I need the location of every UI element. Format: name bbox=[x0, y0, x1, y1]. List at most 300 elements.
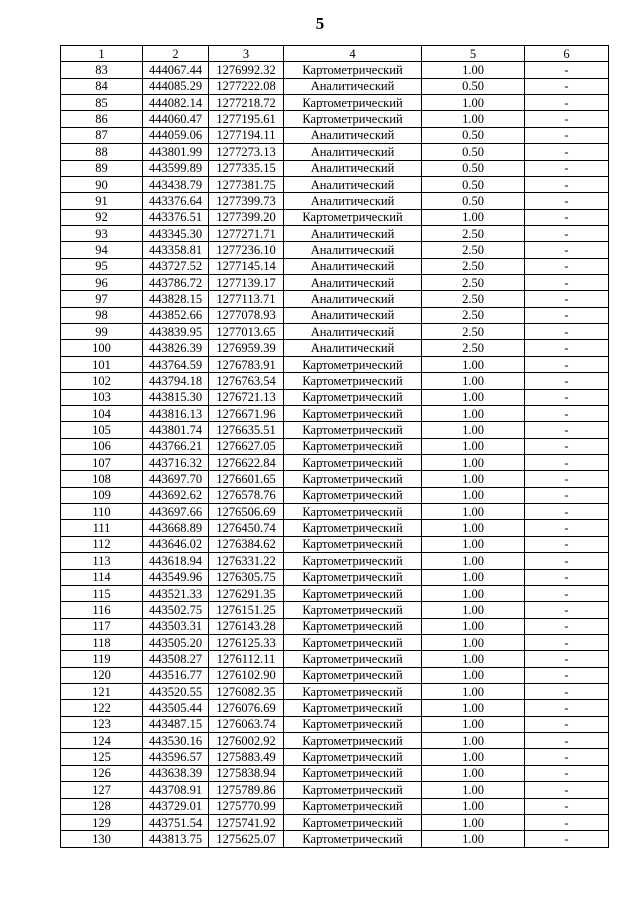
table-row bbox=[61, 373, 609, 389]
note-cell: - bbox=[525, 454, 609, 470]
note-cell: - bbox=[525, 275, 609, 291]
point-number-cell: 126 bbox=[61, 765, 143, 781]
x-coordinate-cell: 443697.70 bbox=[143, 471, 209, 487]
table-row bbox=[61, 95, 609, 111]
table-row bbox=[61, 127, 609, 143]
x-coordinate-cell: 443786.72 bbox=[143, 275, 209, 291]
y-coordinate-cell: 1277145.14 bbox=[209, 258, 284, 274]
x-coordinate-cell: 443487.15 bbox=[143, 716, 209, 732]
y-coordinate-cell: 1275741.92 bbox=[209, 814, 284, 830]
x-coordinate-cell: 443530.16 bbox=[143, 733, 209, 749]
header-cell-6: 6 bbox=[525, 46, 609, 62]
accuracy-cell: 2.50 bbox=[422, 275, 525, 291]
table-row bbox=[61, 585, 609, 601]
point-number-cell: 125 bbox=[61, 749, 143, 765]
accuracy-cell: 0.50 bbox=[422, 78, 525, 94]
x-coordinate-cell: 443596.57 bbox=[143, 749, 209, 765]
table-body bbox=[61, 46, 609, 848]
table-row bbox=[61, 700, 609, 716]
note-cell: - bbox=[525, 356, 609, 372]
x-coordinate-cell: 443668.89 bbox=[143, 520, 209, 536]
note-cell: - bbox=[525, 667, 609, 683]
header-cell-4: 4 bbox=[284, 46, 422, 62]
table-row bbox=[61, 144, 609, 160]
y-coordinate-cell: 1277273.13 bbox=[209, 144, 284, 160]
accuracy-cell: 1.00 bbox=[422, 782, 525, 798]
point-number-cell: 120 bbox=[61, 667, 143, 683]
note-cell: - bbox=[525, 209, 609, 225]
note-cell: - bbox=[525, 62, 609, 78]
y-coordinate-cell: 1276125.33 bbox=[209, 634, 284, 650]
table-row bbox=[61, 454, 609, 470]
y-coordinate-cell: 1276450.74 bbox=[209, 520, 284, 536]
accuracy-cell: 1.00 bbox=[422, 700, 525, 716]
x-coordinate-cell: 443358.81 bbox=[143, 242, 209, 258]
table-row bbox=[61, 798, 609, 814]
method-cell: Картометрический bbox=[284, 536, 422, 552]
accuracy-cell: 1.00 bbox=[422, 634, 525, 650]
method-cell: Аналитический bbox=[284, 307, 422, 323]
method-cell: Картометрический bbox=[284, 782, 422, 798]
x-coordinate-cell: 443520.55 bbox=[143, 684, 209, 700]
point-number-cell: 92 bbox=[61, 209, 143, 225]
accuracy-cell: 1.00 bbox=[422, 569, 525, 585]
header-cell-3: 3 bbox=[209, 46, 284, 62]
method-cell: Картометрический bbox=[284, 667, 422, 683]
table-row bbox=[61, 307, 609, 323]
point-number-cell: 93 bbox=[61, 225, 143, 241]
y-coordinate-cell: 1276627.05 bbox=[209, 438, 284, 454]
x-coordinate-cell: 443801.99 bbox=[143, 144, 209, 160]
y-coordinate-cell: 1277078.93 bbox=[209, 307, 284, 323]
y-coordinate-cell: 1276635.51 bbox=[209, 422, 284, 438]
header-cell-2: 2 bbox=[143, 46, 209, 62]
x-coordinate-cell: 444082.14 bbox=[143, 95, 209, 111]
point-number-cell: 97 bbox=[61, 291, 143, 307]
table-row bbox=[61, 684, 609, 700]
accuracy-cell: 1.00 bbox=[422, 504, 525, 520]
point-number-cell: 85 bbox=[61, 95, 143, 111]
x-coordinate-cell: 443618.94 bbox=[143, 553, 209, 569]
accuracy-cell: 2.50 bbox=[422, 225, 525, 241]
accuracy-cell: 1.00 bbox=[422, 405, 525, 421]
header-cell-5: 5 bbox=[422, 46, 525, 62]
y-coordinate-cell: 1276063.74 bbox=[209, 716, 284, 732]
y-coordinate-cell: 1276601.65 bbox=[209, 471, 284, 487]
accuracy-cell: 1.00 bbox=[422, 520, 525, 536]
accuracy-cell: 1.00 bbox=[422, 209, 525, 225]
y-coordinate-cell: 1277139.17 bbox=[209, 275, 284, 291]
note-cell: - bbox=[525, 782, 609, 798]
accuracy-cell: 1.00 bbox=[422, 356, 525, 372]
table-row bbox=[61, 487, 609, 503]
table-row bbox=[61, 111, 609, 127]
method-cell: Картометрический bbox=[284, 831, 422, 847]
x-coordinate-cell: 443697.66 bbox=[143, 504, 209, 520]
table-row bbox=[61, 438, 609, 454]
point-number-cell: 129 bbox=[61, 814, 143, 830]
accuracy-cell: 1.00 bbox=[422, 765, 525, 781]
note-cell: - bbox=[525, 585, 609, 601]
method-cell: Картометрический bbox=[284, 814, 422, 830]
note-cell: - bbox=[525, 814, 609, 830]
point-number-cell: 107 bbox=[61, 454, 143, 470]
table-row bbox=[61, 520, 609, 536]
point-number-cell: 84 bbox=[61, 78, 143, 94]
table-row bbox=[61, 782, 609, 798]
point-number-cell: 106 bbox=[61, 438, 143, 454]
point-number-cell: 108 bbox=[61, 471, 143, 487]
method-cell: Картометрический bbox=[284, 389, 422, 405]
note-cell: - bbox=[525, 569, 609, 585]
method-cell: Аналитический bbox=[284, 144, 422, 160]
y-coordinate-cell: 1277399.73 bbox=[209, 193, 284, 209]
method-cell: Картометрический bbox=[284, 765, 422, 781]
y-coordinate-cell: 1275789.86 bbox=[209, 782, 284, 798]
method-cell: Аналитический bbox=[284, 160, 422, 176]
method-cell: Картометрический bbox=[284, 651, 422, 667]
y-coordinate-cell: 1277335.15 bbox=[209, 160, 284, 176]
method-cell: Картометрический bbox=[284, 569, 422, 585]
table-row bbox=[61, 749, 609, 765]
table-row bbox=[61, 716, 609, 732]
accuracy-cell: 1.00 bbox=[422, 111, 525, 127]
table-row bbox=[61, 160, 609, 176]
y-coordinate-cell: 1276305.75 bbox=[209, 569, 284, 585]
point-number-cell: 117 bbox=[61, 618, 143, 634]
table-row bbox=[61, 258, 609, 274]
table-row bbox=[61, 225, 609, 241]
note-cell: - bbox=[525, 438, 609, 454]
table-row bbox=[61, 356, 609, 372]
table-row bbox=[61, 340, 609, 356]
note-cell: - bbox=[525, 144, 609, 160]
y-coordinate-cell: 1277195.61 bbox=[209, 111, 284, 127]
accuracy-cell: 2.50 bbox=[422, 242, 525, 258]
note-cell: - bbox=[525, 618, 609, 634]
table-row bbox=[61, 242, 609, 258]
point-number-cell: 115 bbox=[61, 585, 143, 601]
method-cell: Картометрический bbox=[284, 405, 422, 421]
point-number-cell: 112 bbox=[61, 536, 143, 552]
y-coordinate-cell: 1276671.96 bbox=[209, 405, 284, 421]
point-number-cell: 90 bbox=[61, 176, 143, 192]
note-cell: - bbox=[525, 536, 609, 552]
note-cell: - bbox=[525, 716, 609, 732]
table-row bbox=[61, 78, 609, 94]
accuracy-cell: 1.00 bbox=[422, 471, 525, 487]
point-number-cell: 123 bbox=[61, 716, 143, 732]
y-coordinate-cell: 1275838.94 bbox=[209, 765, 284, 781]
table-row bbox=[61, 634, 609, 650]
accuracy-cell: 2.50 bbox=[422, 340, 525, 356]
x-coordinate-cell: 443826.39 bbox=[143, 340, 209, 356]
note-cell: - bbox=[525, 487, 609, 503]
accuracy-cell: 2.50 bbox=[422, 307, 525, 323]
accuracy-cell: 1.00 bbox=[422, 373, 525, 389]
accuracy-cell: 1.00 bbox=[422, 716, 525, 732]
x-coordinate-cell: 443708.91 bbox=[143, 782, 209, 798]
note-cell: - bbox=[525, 634, 609, 650]
table-row bbox=[61, 569, 609, 585]
x-coordinate-cell: 443505.44 bbox=[143, 700, 209, 716]
method-cell: Аналитический bbox=[284, 78, 422, 94]
table-row bbox=[61, 405, 609, 421]
y-coordinate-cell: 1277399.20 bbox=[209, 209, 284, 225]
x-coordinate-cell: 443764.59 bbox=[143, 356, 209, 372]
x-coordinate-cell: 443813.75 bbox=[143, 831, 209, 847]
table-row bbox=[61, 275, 609, 291]
x-coordinate-cell: 443502.75 bbox=[143, 602, 209, 618]
table-row bbox=[61, 618, 609, 634]
x-coordinate-cell: 444067.44 bbox=[143, 62, 209, 78]
point-number-cell: 94 bbox=[61, 242, 143, 258]
y-coordinate-cell: 1275883.49 bbox=[209, 749, 284, 765]
header-cell-1: 1 bbox=[61, 46, 143, 62]
x-coordinate-cell: 444085.29 bbox=[143, 78, 209, 94]
y-coordinate-cell: 1276002.92 bbox=[209, 733, 284, 749]
note-cell: - bbox=[525, 831, 609, 847]
accuracy-cell: 1.00 bbox=[422, 389, 525, 405]
x-coordinate-cell: 443766.21 bbox=[143, 438, 209, 454]
y-coordinate-cell: 1276331.22 bbox=[209, 553, 284, 569]
table-row bbox=[61, 765, 609, 781]
note-cell: - bbox=[525, 258, 609, 274]
x-coordinate-cell: 443751.54 bbox=[143, 814, 209, 830]
accuracy-cell: 1.00 bbox=[422, 62, 525, 78]
note-cell: - bbox=[525, 242, 609, 258]
method-cell: Картометрический bbox=[284, 520, 422, 536]
point-number-cell: 96 bbox=[61, 275, 143, 291]
accuracy-cell: 0.50 bbox=[422, 193, 525, 209]
accuracy-cell: 1.00 bbox=[422, 733, 525, 749]
y-coordinate-cell: 1276143.28 bbox=[209, 618, 284, 634]
y-coordinate-cell: 1275770.99 bbox=[209, 798, 284, 814]
x-coordinate-cell: 443727.52 bbox=[143, 258, 209, 274]
x-coordinate-cell: 443505.20 bbox=[143, 634, 209, 650]
x-coordinate-cell: 443549.96 bbox=[143, 569, 209, 585]
table-row bbox=[61, 291, 609, 307]
method-cell: Картометрический bbox=[284, 504, 422, 520]
x-coordinate-cell: 443646.02 bbox=[143, 536, 209, 552]
table-row bbox=[61, 389, 609, 405]
table-row bbox=[61, 504, 609, 520]
y-coordinate-cell: 1276151.25 bbox=[209, 602, 284, 618]
accuracy-cell: 1.00 bbox=[422, 553, 525, 569]
point-number-cell: 88 bbox=[61, 144, 143, 160]
point-number-cell: 89 bbox=[61, 160, 143, 176]
note-cell: - bbox=[525, 389, 609, 405]
note-cell: - bbox=[525, 176, 609, 192]
y-coordinate-cell: 1276783.91 bbox=[209, 356, 284, 372]
method-cell: Картометрический bbox=[284, 62, 422, 78]
accuracy-cell: 1.00 bbox=[422, 618, 525, 634]
x-coordinate-cell: 443816.13 bbox=[143, 405, 209, 421]
method-cell: Картометрический bbox=[284, 373, 422, 389]
point-number-cell: 116 bbox=[61, 602, 143, 618]
note-cell: - bbox=[525, 504, 609, 520]
x-coordinate-cell: 443729.01 bbox=[143, 798, 209, 814]
point-number-cell: 100 bbox=[61, 340, 143, 356]
x-coordinate-cell: 443508.27 bbox=[143, 651, 209, 667]
table-row bbox=[61, 733, 609, 749]
point-number-cell: 83 bbox=[61, 62, 143, 78]
x-coordinate-cell: 443716.32 bbox=[143, 454, 209, 470]
accuracy-cell: 0.50 bbox=[422, 176, 525, 192]
note-cell: - bbox=[525, 111, 609, 127]
point-number-cell: 110 bbox=[61, 504, 143, 520]
x-coordinate-cell: 444059.06 bbox=[143, 127, 209, 143]
table-row bbox=[61, 651, 609, 667]
accuracy-cell: 1.00 bbox=[422, 438, 525, 454]
note-cell: - bbox=[525, 684, 609, 700]
table-row bbox=[61, 422, 609, 438]
y-coordinate-cell: 1276384.62 bbox=[209, 536, 284, 552]
accuracy-cell: 1.00 bbox=[422, 667, 525, 683]
note-cell: - bbox=[525, 520, 609, 536]
note-cell: - bbox=[525, 225, 609, 241]
method-cell: Картометрический bbox=[284, 471, 422, 487]
accuracy-cell: 1.00 bbox=[422, 454, 525, 470]
note-cell: - bbox=[525, 602, 609, 618]
table-row bbox=[61, 814, 609, 830]
method-cell: Аналитический bbox=[284, 258, 422, 274]
x-coordinate-cell: 443801.74 bbox=[143, 422, 209, 438]
note-cell: - bbox=[525, 765, 609, 781]
method-cell: Картометрический bbox=[284, 700, 422, 716]
method-cell: Картометрический bbox=[284, 602, 422, 618]
method-cell: Картометрический bbox=[284, 95, 422, 111]
point-number-cell: 104 bbox=[61, 405, 143, 421]
x-coordinate-cell: 443828.15 bbox=[143, 291, 209, 307]
note-cell: - bbox=[525, 340, 609, 356]
table-row bbox=[61, 176, 609, 192]
table-row bbox=[61, 536, 609, 552]
y-coordinate-cell: 1276959.39 bbox=[209, 340, 284, 356]
note-cell: - bbox=[525, 553, 609, 569]
note-cell: - bbox=[525, 193, 609, 209]
note-cell: - bbox=[525, 78, 609, 94]
point-number-cell: 109 bbox=[61, 487, 143, 503]
method-cell: Картометрический bbox=[284, 634, 422, 650]
note-cell: - bbox=[525, 405, 609, 421]
point-number-cell: 101 bbox=[61, 356, 143, 372]
accuracy-cell: 1.00 bbox=[422, 814, 525, 830]
x-coordinate-cell: 443438.79 bbox=[143, 176, 209, 192]
y-coordinate-cell: 1276992.32 bbox=[209, 62, 284, 78]
point-number-cell: 121 bbox=[61, 684, 143, 700]
note-cell: - bbox=[525, 733, 609, 749]
accuracy-cell: 1.00 bbox=[422, 651, 525, 667]
method-cell: Картометрический bbox=[284, 454, 422, 470]
method-cell: Картометрический bbox=[284, 716, 422, 732]
x-coordinate-cell: 443794.18 bbox=[143, 373, 209, 389]
note-cell: - bbox=[525, 700, 609, 716]
method-cell: Картометрический bbox=[284, 356, 422, 372]
point-number-cell: 119 bbox=[61, 651, 143, 667]
method-cell: Аналитический bbox=[284, 127, 422, 143]
x-coordinate-cell: 443638.39 bbox=[143, 765, 209, 781]
method-cell: Аналитический bbox=[284, 291, 422, 307]
method-cell: Аналитический bbox=[284, 242, 422, 258]
y-coordinate-cell: 1276763.54 bbox=[209, 373, 284, 389]
coordinates-table bbox=[60, 45, 609, 848]
y-coordinate-cell: 1277236.10 bbox=[209, 242, 284, 258]
table-row bbox=[61, 667, 609, 683]
y-coordinate-cell: 1277222.08 bbox=[209, 78, 284, 94]
x-coordinate-cell: 443516.77 bbox=[143, 667, 209, 683]
note-cell: - bbox=[525, 95, 609, 111]
accuracy-cell: 2.50 bbox=[422, 258, 525, 274]
accuracy-cell: 1.00 bbox=[422, 585, 525, 601]
y-coordinate-cell: 1276721.13 bbox=[209, 389, 284, 405]
x-coordinate-cell: 443376.51 bbox=[143, 209, 209, 225]
accuracy-cell: 2.50 bbox=[422, 324, 525, 340]
y-coordinate-cell: 1276622.84 bbox=[209, 454, 284, 470]
method-cell: Картометрический bbox=[284, 733, 422, 749]
accuracy-cell: 1.00 bbox=[422, 536, 525, 552]
accuracy-cell: 1.00 bbox=[422, 684, 525, 700]
accuracy-cell: 1.00 bbox=[422, 95, 525, 111]
point-number-cell: 103 bbox=[61, 389, 143, 405]
table-row bbox=[61, 193, 609, 209]
x-coordinate-cell: 443599.89 bbox=[143, 160, 209, 176]
accuracy-cell: 2.50 bbox=[422, 291, 525, 307]
point-number-cell: 105 bbox=[61, 422, 143, 438]
note-cell: - bbox=[525, 798, 609, 814]
point-number-cell: 95 bbox=[61, 258, 143, 274]
method-cell: Картометрический bbox=[284, 438, 422, 454]
note-cell: - bbox=[525, 422, 609, 438]
accuracy-cell: 0.50 bbox=[422, 127, 525, 143]
method-cell: Аналитический bbox=[284, 340, 422, 356]
y-coordinate-cell: 1277218.72 bbox=[209, 95, 284, 111]
method-cell: Аналитический bbox=[284, 193, 422, 209]
accuracy-cell: 1.00 bbox=[422, 422, 525, 438]
x-coordinate-cell: 443839.95 bbox=[143, 324, 209, 340]
accuracy-cell: 1.00 bbox=[422, 602, 525, 618]
table-row bbox=[61, 209, 609, 225]
point-number-cell: 111 bbox=[61, 520, 143, 536]
y-coordinate-cell: 1276102.90 bbox=[209, 667, 284, 683]
y-coordinate-cell: 1277194.11 bbox=[209, 127, 284, 143]
x-coordinate-cell: 443521.33 bbox=[143, 585, 209, 601]
y-coordinate-cell: 1277381.75 bbox=[209, 176, 284, 192]
accuracy-cell: 1.00 bbox=[422, 798, 525, 814]
x-coordinate-cell: 443345.30 bbox=[143, 225, 209, 241]
method-cell: Картометрический bbox=[284, 749, 422, 765]
point-number-cell: 122 bbox=[61, 700, 143, 716]
point-number-cell: 118 bbox=[61, 634, 143, 650]
y-coordinate-cell: 1277271.71 bbox=[209, 225, 284, 241]
method-cell: Картометрический bbox=[284, 618, 422, 634]
method-cell: Аналитический bbox=[284, 225, 422, 241]
method-cell: Аналитический bbox=[284, 176, 422, 192]
table-row bbox=[61, 324, 609, 340]
point-number-cell: 114 bbox=[61, 569, 143, 585]
accuracy-cell: 1.00 bbox=[422, 487, 525, 503]
x-coordinate-cell: 443376.64 bbox=[143, 193, 209, 209]
y-coordinate-cell: 1277113.71 bbox=[209, 291, 284, 307]
y-coordinate-cell: 1276506.69 bbox=[209, 504, 284, 520]
note-cell: - bbox=[525, 749, 609, 765]
note-cell: - bbox=[525, 291, 609, 307]
method-cell: Картометрический bbox=[284, 487, 422, 503]
x-coordinate-cell: 443503.31 bbox=[143, 618, 209, 634]
y-coordinate-cell: 1276112.11 bbox=[209, 651, 284, 667]
point-number-cell: 98 bbox=[61, 307, 143, 323]
method-cell: Картометрический bbox=[284, 585, 422, 601]
